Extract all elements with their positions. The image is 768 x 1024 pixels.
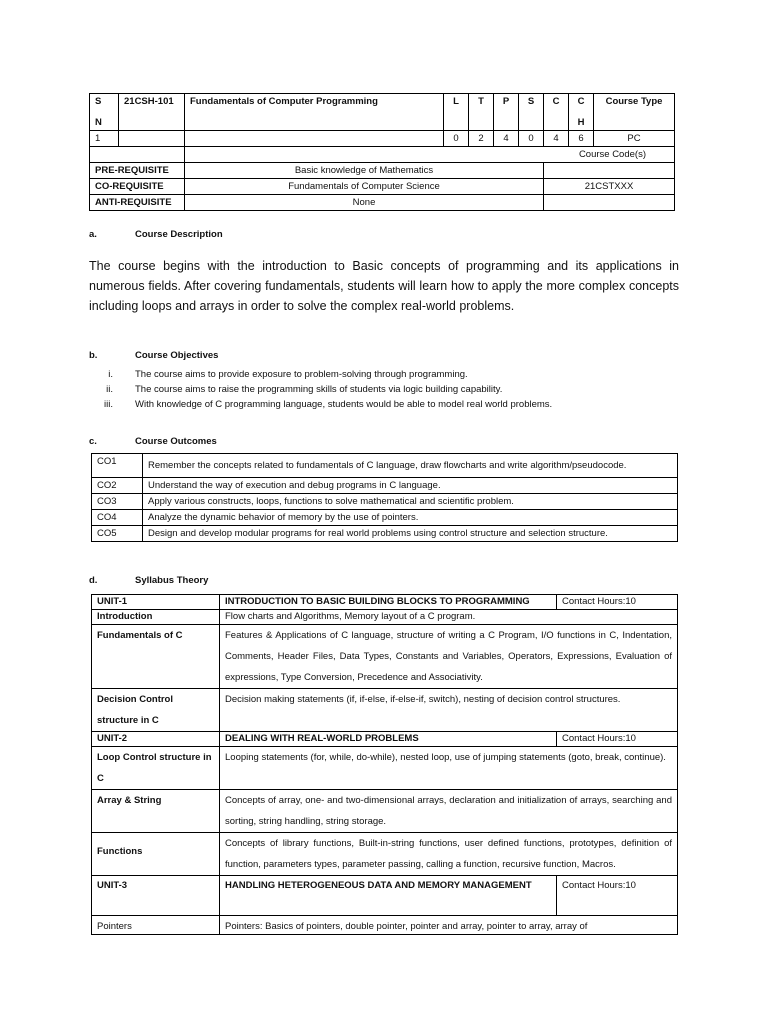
course-codes-label: Course Code(s) — [185, 147, 675, 163]
blank-cell — [544, 195, 675, 211]
objective-text: With knowledge of C programming language, students would be able to model real world problems. — [135, 399, 553, 410]
course-code: 21CSH-101 — [119, 94, 185, 131]
topic-row — [92, 689, 678, 732]
topic-row — [92, 916, 678, 935]
course-description: The course begins with the introduction to Basic concepts of programming and its applications in numerous fields. After covering fundamentals, students will learn how to apply the more complex concepts including loops and arrays in order to solve the complex real-world problems. — [89, 259, 679, 313]
unit-hours: Contact Hours:10 — [557, 732, 678, 747]
blank-cell — [544, 163, 675, 179]
col-ch-bottom: H — [577, 117, 585, 128]
pre-requisite-value: Basic knowledge of Mathematics — [185, 163, 544, 179]
section-letter: a. — [89, 229, 97, 240]
col-s: S — [519, 94, 544, 131]
objective-item — [89, 399, 679, 414]
topic-text: Flow charts and Algorithms, Memory layout of a C program. — [220, 610, 678, 625]
val-p: 4 — [494, 131, 519, 147]
section-letter: c. — [89, 436, 97, 447]
unit-label: UNIT-1 — [92, 595, 220, 610]
unit-title: HANDLING HETEROGENEOUS DATA AND MEMORY MANAGEMENT — [220, 876, 557, 916]
topic-text: Decision making statements (if, if-else, if-else-if, switch), nesting of decision control structures. — [220, 689, 678, 732]
outcome-code: CO3 — [92, 494, 143, 510]
unit-title: INTRODUCTION TO BASIC BUILDING BLOCKS TO PROGRAMMING — [220, 595, 557, 610]
outcome-row — [92, 478, 678, 494]
topic-row — [92, 625, 678, 689]
syllabus-table — [91, 594, 678, 935]
sn-label: S — [95, 96, 102, 107]
co-requisite-code: 21CSTXXX — [544, 179, 675, 195]
section-letter: d. — [89, 575, 98, 586]
outcome-row — [92, 454, 678, 478]
outcome-row — [92, 526, 678, 542]
objective-item — [89, 384, 679, 399]
col-l: L — [444, 94, 469, 131]
sn-value: 1 — [90, 131, 119, 147]
sn-cell — [90, 94, 119, 131]
sn-label-2: N — [95, 117, 102, 128]
topic-label: Introduction — [92, 610, 220, 625]
outcome-text: Design and develop modular programs for real world problems using control structure and selection structure. — [143, 526, 678, 542]
topic-label: Array & String — [92, 790, 220, 833]
col-t: T — [469, 94, 494, 131]
topic-row — [92, 790, 678, 833]
objective-number: iii. — [104, 399, 113, 410]
unit-row — [92, 876, 678, 916]
anti-requisite-value: None — [185, 195, 544, 211]
topic-row — [92, 610, 678, 625]
co-requisite-label: CO-REQUISITE — [90, 179, 185, 195]
topic-text: Pointers: Basics of pointers, double pointer, pointer and array, pointer to array, array of — [220, 916, 678, 935]
val-t: 2 — [469, 131, 494, 147]
section-title: Course Outcomes — [135, 436, 217, 447]
section-title: Course Objectives — [135, 350, 219, 361]
outcome-text: Remember the concepts related to fundamentals of C language, draw flowcharts and write algorithm/pseudocode. — [143, 454, 678, 478]
course-title: Fundamentals of Computer Programming — [185, 94, 444, 131]
section-letter: b. — [89, 350, 98, 361]
blank-cell — [185, 131, 444, 147]
val-c: 4 — [544, 131, 569, 147]
topic-text: Features & Applications of C language, structure of writing a C Program, I/O functions in C, Indentation, Comments, Header Files, Data Types, Constants and Variables, Operators, Expressions, Evaluation of expressions, Type Conversion, Precedence and Associativity. — [220, 625, 678, 689]
objective-number: ii. — [106, 384, 113, 395]
objective-text: The course aims to raise the programming skills of students via logic building capability. — [135, 384, 503, 395]
pre-requisite-label: PRE-REQUISITE — [90, 163, 185, 179]
objectives-list — [89, 369, 679, 414]
course-type-value: PC — [594, 131, 675, 147]
outcome-row — [92, 510, 678, 526]
col-ch-top: C — [577, 96, 585, 107]
unit-label: UNIT-3 — [92, 876, 220, 916]
topic-text: Concepts of library functions, Built-in-string functions, user defined functions, prototypes, definition of function, parameters types, parameter passing, calling a function, recursive function, Macros. — [220, 833, 678, 876]
anti-requisite-label: ANTI-REQUISITE — [90, 195, 185, 211]
section-title: Course Description — [135, 229, 223, 240]
outcome-row — [92, 494, 678, 510]
topic-row — [92, 747, 678, 790]
co-requisite-value: Fundamentals of Computer Science — [185, 179, 544, 195]
outcome-code: CO2 — [92, 478, 143, 494]
col-c: C — [544, 94, 569, 131]
blank-cell — [90, 147, 185, 163]
topic-row — [92, 833, 678, 876]
col-p: P — [494, 94, 519, 131]
outcome-code: CO4 — [92, 510, 143, 526]
section-title: Syllabus Theory — [135, 575, 209, 586]
val-l: 0 — [444, 131, 469, 147]
unit-row — [92, 732, 678, 747]
topic-text: Looping statements (for, while, do-while), nested loop, use of jumping statements (goto, break, continue). — [220, 747, 678, 790]
unit-hours: Contact Hours:10 — [557, 595, 678, 610]
course-outcomes-table — [91, 453, 678, 542]
outcome-text: Understand the way of execution and debug programs in C language. — [143, 478, 678, 494]
outcome-code: CO1 — [92, 454, 143, 478]
objective-text: The course aims to provide exposure to problem-solving through programming. — [135, 369, 468, 380]
topic-label: Pointers — [92, 916, 220, 935]
objective-number: i. — [108, 369, 113, 380]
val-ch: 6 — [569, 131, 594, 147]
outcome-text: Analyze the dynamic behavior of memory by the use of pointers. — [143, 510, 678, 526]
outcome-code: CO5 — [92, 526, 143, 542]
col-ch — [569, 94, 594, 131]
unit-row — [92, 595, 678, 610]
course-type-label: Course Type — [594, 94, 675, 131]
topic-label: Loop Control structure in C — [92, 747, 220, 790]
topic-text: Concepts of array, one- and two-dimensional arrays, declaration and initialization of arrays, searching and sorting, string handling, string storage. — [220, 790, 678, 833]
unit-hours: Contact Hours:10 — [557, 876, 678, 916]
topic-label: Functions — [92, 833, 220, 876]
blank-cell — [119, 131, 185, 147]
outcome-text: Apply various constructs, loops, functions to solve mathematical and scientific problem. — [143, 494, 678, 510]
topic-label: Fundamentals of C — [92, 625, 220, 689]
objective-item — [89, 369, 679, 384]
unit-title: DEALING WITH REAL-WORLD PROBLEMS — [220, 732, 557, 747]
topic-label: Decision Control structure in C — [92, 689, 220, 732]
unit-label: UNIT-2 — [92, 732, 220, 747]
val-s: 0 — [519, 131, 544, 147]
course-header-table — [89, 93, 675, 211]
